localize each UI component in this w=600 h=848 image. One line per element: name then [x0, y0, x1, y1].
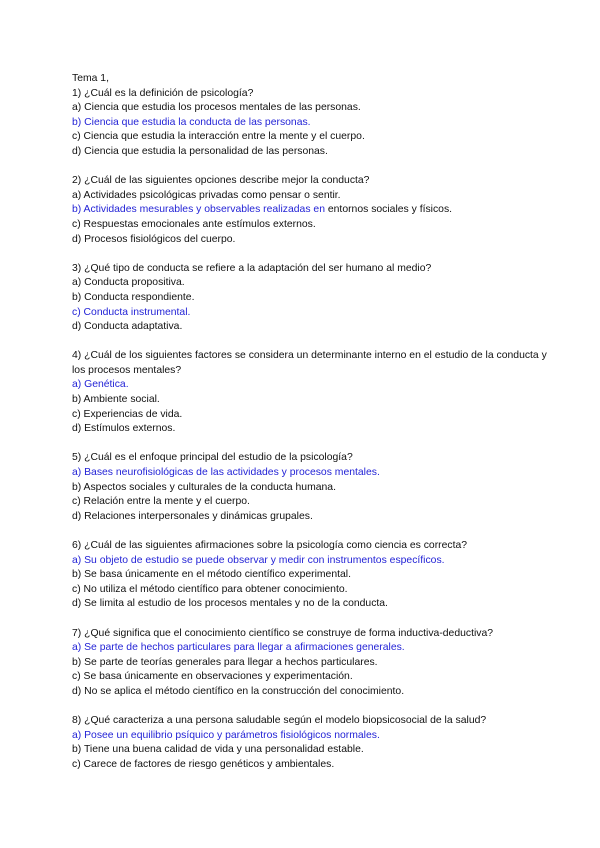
option-a-highlighted: a) Bases neurofisiológicas de las actividades y procesos mentales. — [72, 467, 380, 479]
option-a-highlighted: a) Genética. — [72, 379, 129, 391]
option-d: d) Procesos fisiológicos del cuerpo. — [72, 233, 236, 245]
option-a: a) Conducta propositiva. — [72, 277, 185, 289]
option-a-highlighted: a) Se parte de hechos particulares para llegar a afirmaciones generales. — [72, 642, 405, 654]
option-b: b) Se parte de teorías generales para llegar a hechos particulares. — [72, 656, 378, 668]
option-a-highlighted: a) Su objeto de estudio se puede observar y medir con instrumentos específicos. — [72, 554, 445, 566]
question-block-7 — [72, 627, 552, 700]
option-c: c) Respuestas emocionales ante estímulos externos. — [72, 218, 316, 230]
option-b: b) Se basa únicamente en el método científico experimental. — [72, 569, 351, 581]
question-block-5 — [72, 451, 552, 524]
option-b-highlighted: b) Actividades mesurables y observables realizadas en — [72, 204, 325, 216]
option-b: b) Tiene una buena calidad de vida y una personalidad estable. — [72, 744, 364, 756]
option-c: c) Carece de factores de riesgo genéticos y ambientales. — [72, 758, 335, 770]
question-text: 5) ¿Cuál es el enfoque principal del estudio de la psicología? — [72, 452, 353, 464]
option-d: d) Se limita al estudio de los procesos mentales y no de la conducta. — [72, 598, 388, 610]
option-b-highlighted: b) Ciencia que estudia la conducta de las personas. — [72, 116, 311, 128]
option-b — [72, 203, 552, 218]
option-d: d) Conducta adaptativa. — [72, 321, 183, 333]
question-block-2 — [72, 174, 552, 247]
option-d: d) Ciencia que estudia la personalidad de las personas. — [72, 145, 328, 157]
option-a-highlighted: a) Posee un equilibrio psíquico y parámetros fisiológicos normales. — [72, 729, 380, 741]
option-a: a) Actividades psicológicas privadas como pensar o sentir. — [72, 189, 341, 201]
question-text: 6) ¿Cuál de las siguientes afirmaciones sobre la psicología como ciencia es correcta? — [72, 540, 468, 551]
question-text: 1) ¿Cuál es la definición de psicología? — [72, 87, 254, 99]
option-c: c) Relación entre la mente y el cuerpo. — [72, 496, 250, 508]
option-d: d) Relaciones interpersonales y dinámicas grupales. — [72, 510, 313, 522]
option-a: a) Ciencia que estudia los procesos mentales de las personas. — [72, 102, 361, 114]
option-d: d) Estímulos externos. — [72, 423, 176, 435]
option-b: b) Ambiente social. — [72, 394, 160, 406]
question-text: 7) ¿Qué significa que el conocimiento científico se construye de forma inductiva-deductiva? — [72, 627, 494, 639]
question-block-1 — [72, 87, 552, 160]
option-c: c) Experiencias de vida. — [72, 408, 183, 420]
document-heading: Tema 1, — [72, 73, 109, 84]
question-text: 3) ¿Qué tipo de conducta se refiere a la adaptación del ser humano al medio? — [72, 262, 432, 274]
option-c: c) Ciencia que estudia la interacción entre la mente y el cuerpo. — [72, 131, 365, 143]
question-block-6 — [72, 539, 552, 612]
option-d: d) No se aplica el método científico en la construcción del conocimiento. — [72, 685, 405, 697]
question-block-8 — [72, 714, 552, 772]
question-text: 8) ¿Qué caracteriza a una persona saludable según el modelo biopsicosocial de la salud? — [72, 715, 487, 727]
option-c: c) No utiliza el método científico para obtener conocimiento. — [72, 583, 348, 595]
document-content — [72, 72, 552, 773]
question-text: 2) ¿Cuál de las siguientes opciones describe mejor la conducta? — [72, 175, 370, 187]
question-block-4 — [72, 349, 552, 437]
option-b: b) Aspectos sociales y culturales de la conducta humana. — [72, 481, 336, 493]
option-c: c) Se basa únicamente en observaciones y experimentación. — [72, 671, 353, 683]
option-c-highlighted: c) Conducta instrumental. — [72, 306, 191, 318]
question-block-3 — [72, 262, 552, 335]
option-b-rest: entornos sociales y físicos. — [324, 204, 453, 216]
question-text: 4) ¿Cuál de los siguientes factores se considera un determinante interno en el estudio de la conducta y los procesos mentales? — [72, 350, 547, 376]
option-b: b) Conducta respondiente. — [72, 291, 195, 303]
